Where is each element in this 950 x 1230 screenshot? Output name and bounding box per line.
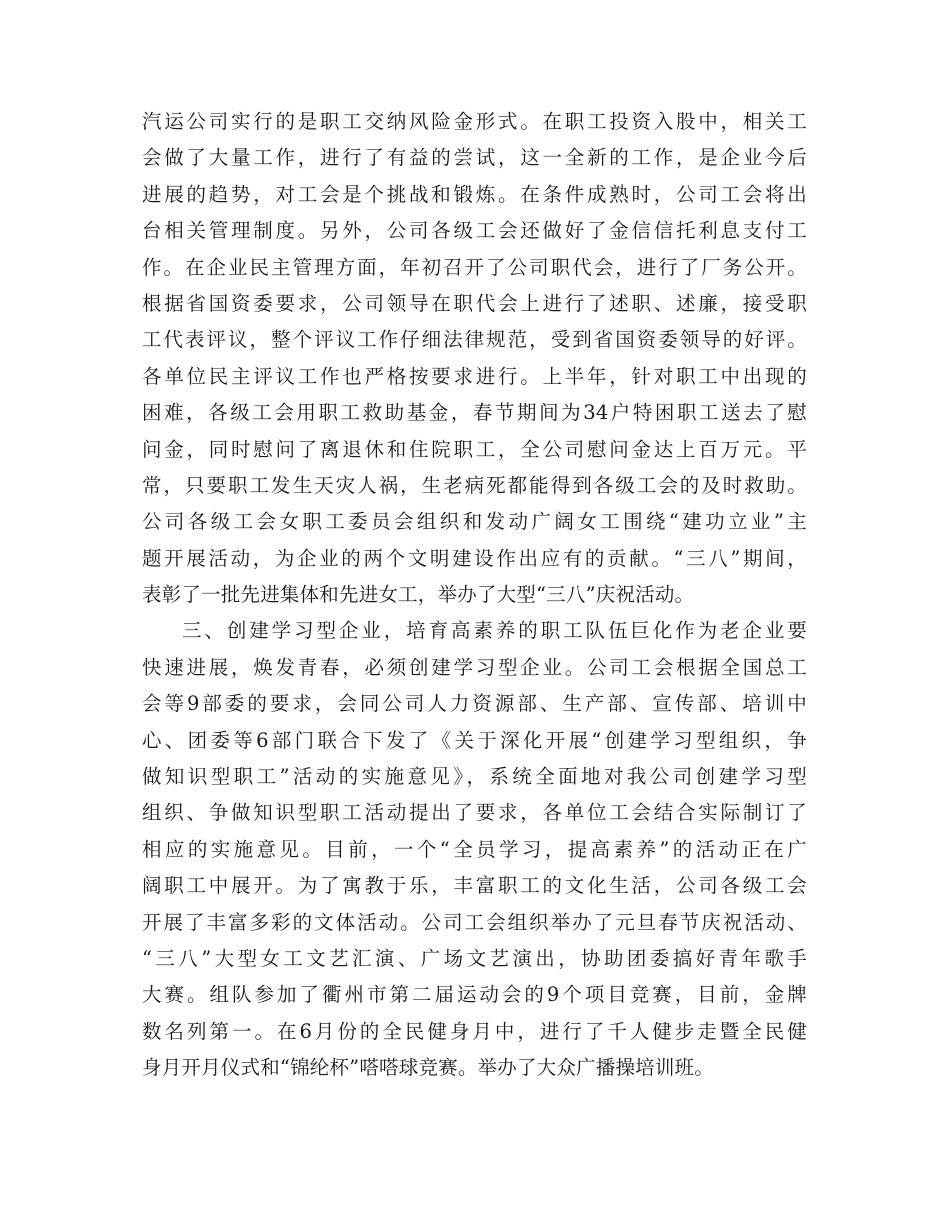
paragraph-end-line: 表彰了一批先进集体和先进女工，举办了大型“三八”庆祝活动。 — [142, 583, 695, 607]
document-body — [142, 104, 807, 1087]
text-line: 会等9部委的要求，会同公司人力资源部、生产部、宣传部、培训中 — [142, 692, 807, 716]
text-line: 大赛。组队参加了衢州市第二届运动会的9个项目竞赛，目前，金牌 — [142, 983, 807, 1007]
text-line: 台相关管理制度。另外，公司各级工会还做好了金信信托利息支付工 — [142, 219, 807, 243]
paragraph-end-line: 身月开月仪式和“锦纶杯”嗒嗒球竞赛。举办了大众广播操培训班。 — [142, 1056, 714, 1080]
text-line: 根据省国资委要求，公司领导在职代会上进行了述职、述廉，接受职 — [142, 291, 807, 315]
text-line: 作。在企业民主管理方面，年初召开了公司职代会，进行了厂务公开。 — [142, 255, 807, 279]
text-line: 开展了丰富多彩的文体活动。公司工会组织举办了元旦春节庆祝活动、 — [142, 910, 807, 934]
text-line: 进展的趋势，对工会是个挑战和锻炼。在条件成熟时，公司工会将出 — [142, 182, 807, 206]
text-line: 快速进展，焕发青春，必须创建学习型企业。公司工会根据全国总工 — [142, 655, 807, 679]
text-line: 题开展活动，为企业的两个文明建设作出应有的贡献。“三八”期间， — [142, 546, 807, 570]
text-line: 数名列第一。在6月份的全民健身月中，进行了千人健步走暨全民健 — [142, 1019, 807, 1043]
text-line: 做知识型职工”活动的实施意见》，系统全面地对我公司创建学习型 — [142, 765, 807, 789]
section-heading-line: 三、创建学习型企业，培育高素养的职工队伍巨化作为老企业要 — [182, 619, 807, 643]
text-line: 组织、争做知识型职工活动提出了要求，各单位工会结合实际制订了 — [142, 801, 807, 825]
text-line: 公司各级工会女职工委员会组织和发动广阔女工围绕“建功立业”主 — [142, 510, 807, 534]
text-line: 问金，同时慰问了离退休和住院职工，全公司慰问金达上百万元。平 — [142, 437, 807, 461]
text-line: 会做了大量工作，进行了有益的尝试，这一全新的工作，是企业今后 — [142, 146, 807, 170]
text-line: “三八”大型女工文艺汇演、广场文艺演出，协助团委搞好青年歌手 — [142, 946, 807, 970]
text-line: 阔职工中展开。为了寓教于乐，丰富职工的文化生活，公司各级工会 — [142, 874, 807, 898]
text-line: 相应的实施意见。目前，一个“全员学习，提高素养”的活动正在广 — [142, 837, 807, 861]
text-line: 心、团委等6部门联合下发了《关于深化开展“创建学习型组织，争 — [142, 728, 807, 752]
text-line: 各单位民主评议工作也严格按要求进行。上半年，针对职工中出现的 — [142, 364, 807, 388]
text-line: 常，只要职工发生天灾人祸，生老病死都能得到各级工会的及时救助。 — [142, 473, 807, 497]
text-line: 工代表评议，整个评议工作仔细法律规范，受到省国资委领导的好评。 — [142, 328, 807, 352]
text-line: 困难，各级工会用职工救助基金，春节期间为34户特困职工送去了慰 — [142, 401, 807, 425]
text-line: 汽运公司实行的是职工交纳风险金形式。在职工投资入股中，相关工 — [142, 110, 807, 133]
